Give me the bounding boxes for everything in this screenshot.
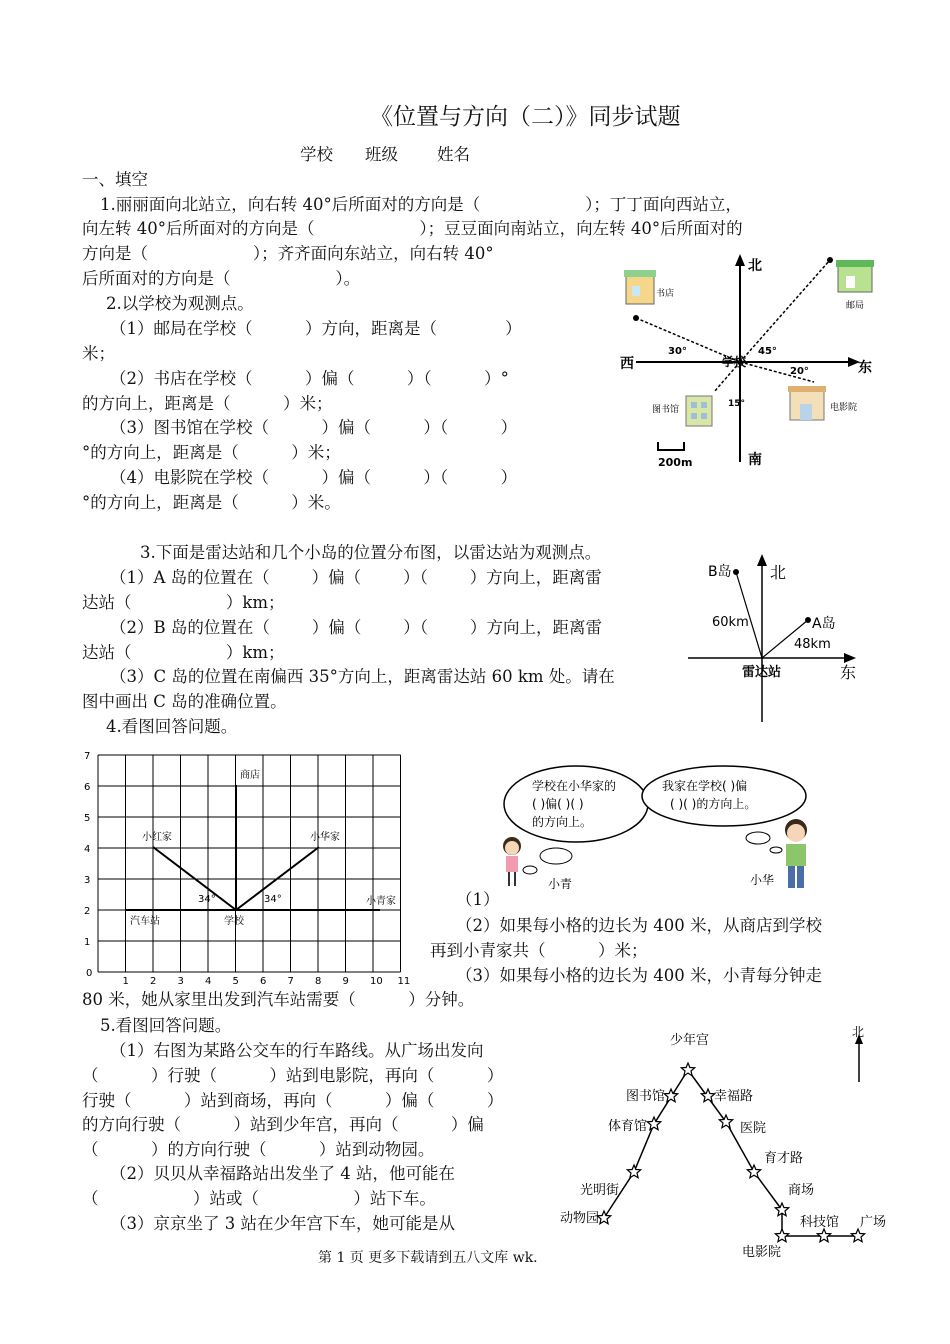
- grid-map-figure: [78, 748, 418, 988]
- bus-stop-star-icon: [627, 1165, 640, 1178]
- x-tick-label: 4: [205, 976, 212, 987]
- library-label: 图书馆: [652, 405, 680, 415]
- east-label: 东: [840, 663, 857, 682]
- q2-line: 的方向上，距离是（ ）米；: [82, 394, 333, 413]
- post-line: [740, 260, 830, 362]
- q5-line: （2）贝贝从幸福路站出发坐了 4 站，他可能在: [110, 1164, 455, 1183]
- page-title: 《位置与方向（二）》同步试题: [370, 104, 681, 130]
- a-island-point: [805, 617, 811, 623]
- south-label: 南: [748, 452, 762, 468]
- bus-stop-star-icon: [775, 1203, 788, 1216]
- stop-label: 广场: [860, 1215, 886, 1230]
- qing-label: 小青家: [366, 896, 396, 907]
- cinema-building-icon: [788, 386, 826, 420]
- north-arrowhead: [757, 554, 767, 566]
- x-tick-label: 9: [342, 976, 349, 987]
- q3-line: 达站（ ）km；: [82, 593, 285, 612]
- east-label: 东: [858, 360, 872, 376]
- q1-line: 方向是（ ）；齐齐面向东站立，向右转 40°: [82, 244, 494, 263]
- y-tick-label: 6: [84, 782, 91, 793]
- class-label: 班级: [365, 145, 398, 164]
- bus-stop-star-icon: [851, 1229, 864, 1242]
- angle-30: 30°: [668, 346, 687, 357]
- y-tick-label: 2: [84, 906, 91, 917]
- bus-stop-star-icon: [719, 1115, 732, 1128]
- angle-left: 34°: [198, 894, 216, 905]
- angle-15: 15°: [728, 399, 746, 409]
- stop-label: 科技馆: [800, 1215, 840, 1230]
- school-label-grid: 学校: [224, 916, 244, 927]
- bus-stop-star-icon: [817, 1229, 830, 1242]
- angle-20: 20°: [790, 366, 809, 377]
- xiaohua-name: 小华: [750, 873, 775, 887]
- post-office-building-icon: [836, 260, 874, 292]
- q3-line: 3.下面是雷达站和几个小岛的位置分布图，以雷达站为观测点。: [140, 543, 602, 562]
- q5-line: （ ）的方向行驶（ ）站到动物园。: [82, 1140, 435, 1159]
- q4-line: 4.看图回答问题。: [106, 717, 238, 736]
- bus-station-label: 汽车站: [130, 916, 160, 927]
- stop-label: 医院: [740, 1121, 767, 1136]
- stop-label: 育才路: [764, 1151, 804, 1166]
- school-map-figure: [614, 250, 884, 470]
- post-point: [827, 257, 833, 263]
- right-bubble-tail: [746, 832, 770, 844]
- bus-stop-star-icon: [647, 1117, 660, 1130]
- bus-stop-star-icon: [681, 1063, 694, 1076]
- radar-station-label: 雷达站: [742, 665, 782, 680]
- bookstore-building-icon: [624, 270, 656, 304]
- y-tick-label: 1: [84, 937, 91, 948]
- right-bubble-text: 我家在学校( )偏: [662, 779, 748, 793]
- hong-label: 小红家: [142, 832, 172, 843]
- q4-line: （1）: [456, 890, 500, 909]
- q2-line: （4）电影院在学校（ ）偏（ ）（ ）: [110, 468, 518, 487]
- bookstore-point: [633, 315, 639, 321]
- q1-line: 1.丽丽面向北站立，向右转 40°后所面对的方向是（ ）；丁丁面向西站立，: [100, 195, 742, 214]
- speech-bubbles-figure: [496, 760, 826, 900]
- q3-line: 达站（ ）km；: [82, 643, 285, 662]
- bus-stop-star-icon: [775, 1229, 788, 1242]
- school-label-map: 学校: [722, 355, 747, 369]
- x-tick-label: 2: [150, 976, 157, 987]
- q2-line: （1）邮局在学校（ ）方向，距离是（ ）: [110, 319, 522, 338]
- x-tick-label: 5: [232, 976, 239, 987]
- scale-label: 200m: [658, 456, 693, 469]
- y-tick-label: 7: [84, 751, 91, 762]
- q4-line: （3）如果每小格的边长为 400 米，小青每分钟走: [456, 966, 822, 985]
- q2-line: （2）书店在学校（ ）偏（ ）（ ）°: [110, 369, 509, 388]
- q5-line: （ ）站或（ ）站下车。: [82, 1189, 436, 1208]
- school-label: 学校: [300, 145, 333, 164]
- right-bubble-text: ( )( )的方向上。: [670, 797, 757, 811]
- radar-map-figure: [686, 552, 862, 724]
- left-bubble-tail: [523, 866, 537, 874]
- north-arrowhead: [735, 254, 745, 266]
- bus-stop-star-icon: [747, 1165, 760, 1178]
- left-bubble-tail: [540, 848, 572, 864]
- y-tick-label: 5: [84, 813, 91, 824]
- q4-line: 80 米，她从家里出发到汽车站需要（ ）分钟。: [82, 990, 475, 1009]
- x-tick-label: 11: [397, 976, 411, 987]
- b-island-label: B岛: [708, 564, 732, 580]
- girl-figure: [503, 837, 521, 886]
- stop-label: 电影院: [742, 1245, 782, 1260]
- left-bubble-text: 学校在小华家的: [532, 779, 617, 793]
- north-label: 北: [852, 1025, 865, 1039]
- x-tick-label: 6: [260, 976, 267, 987]
- angle-right: 34°: [264, 894, 282, 905]
- library-building-icon: [686, 396, 712, 426]
- hua-label: 小华家: [310, 832, 340, 843]
- q2-line: °的方向上，距离是（ ）米；: [82, 443, 341, 462]
- shop-label: 商店: [240, 770, 260, 781]
- x-tick-label: 1: [122, 976, 129, 987]
- q3-line: （1）A 岛的位置在（ ）偏（ ）（ ）方向上，距离雷: [110, 568, 602, 587]
- x-tick-label: 7: [287, 976, 294, 987]
- q1-line: 后所面对的方向是（ ）。: [82, 269, 361, 288]
- stop-label: 幸福路: [714, 1089, 754, 1104]
- right-bubble-tail: [770, 847, 782, 853]
- q4-line: （2）如果每小格的边长为 400 米，从商店到学校: [456, 916, 822, 935]
- x-tick-label: 0: [86, 968, 93, 979]
- q4-line: 再到小青家共（ ）米；: [430, 941, 648, 960]
- x-tick-label: 8: [315, 976, 322, 987]
- stop-label: 体育馆: [608, 1119, 648, 1134]
- east-arrowhead: [844, 653, 856, 663]
- stop-label: 图书馆: [626, 1089, 666, 1104]
- xiaoqing-name: 小青: [548, 877, 573, 891]
- q3-line: （2）B 岛的位置在（ ）偏（ ）（ ）方向上，距离雷: [110, 618, 602, 637]
- right-bubble: [642, 766, 806, 826]
- boy-figure: [785, 819, 807, 888]
- distance-60: 60km: [712, 615, 749, 630]
- q2-line: 米；: [82, 344, 115, 363]
- x-tick-label: 10: [370, 976, 383, 987]
- bus-route-figure: [556, 1022, 886, 1262]
- q1-line: 向左转 40°后所面对的方向是（ ）；豆豆面向南站立，向左转 40°后所面对的: [82, 219, 743, 238]
- north-label: 北: [748, 258, 762, 274]
- q5-line: （3）京京坐了 3 站在少年宫下车，她可能是从: [110, 1214, 455, 1233]
- stop-label: 商场: [788, 1183, 815, 1198]
- post-office-label: 邮局: [846, 301, 865, 311]
- q5-line: 5.看图回答问题。: [100, 1016, 232, 1035]
- y-tick-label: 4: [84, 844, 91, 855]
- y-tick-label: 3: [84, 875, 91, 886]
- q2-line: 2.以学校为观测点。: [106, 294, 254, 313]
- stop-label: 动物园: [560, 1211, 600, 1226]
- cinema-label: 电影院: [830, 403, 858, 413]
- b-island-point: [733, 569, 739, 575]
- distance-48: 48km: [794, 637, 831, 652]
- north-label: 北: [770, 563, 787, 582]
- x-tick-label: 3: [177, 976, 184, 987]
- bus-stop-star-icon: [597, 1211, 610, 1224]
- stop-label: 光明街: [580, 1183, 620, 1198]
- q2-line: （3）图书馆在学校（ ）偏（ ）（ ）: [110, 418, 518, 437]
- scale-bar: [658, 442, 684, 450]
- q5-line: （ ）行驶（ ）站到电影院，再向（ ）: [82, 1066, 504, 1085]
- angle-45: 45°: [758, 346, 777, 357]
- q5-line: 的方向行驶（ ）站到少年宫，再向（ ）偏: [82, 1115, 484, 1134]
- section-heading: 一、填空: [82, 170, 148, 189]
- left-bubble-text: ( )偏( )( ): [532, 797, 584, 811]
- name-label: 姓名: [437, 145, 470, 164]
- a-island-label: A岛: [812, 616, 836, 632]
- q5-line: （1）右图为某路公交车的行车路线。从广场出发向: [110, 1041, 484, 1060]
- q2-line: °的方向上，距离是（ ）米。: [82, 493, 341, 512]
- stop-label: 少年宫: [670, 1033, 710, 1048]
- q3-line: （3）C 岛的位置在南偏西 35°方向上，距离雷达站 60 km 处。请在: [110, 667, 615, 686]
- page-footer: 第 1 页 更多下载请到五八文库 wk.: [318, 1250, 538, 1266]
- left-bubble-text: 的方向上。: [532, 815, 593, 829]
- west-label: 西: [620, 356, 634, 372]
- q3-line: 图中画出 C 岛的准确位置。: [82, 692, 287, 711]
- q5-line: 行驶（ ）站到商场，再向（ ）偏（ ）: [82, 1091, 504, 1110]
- bookstore-label: 书店: [656, 289, 675, 299]
